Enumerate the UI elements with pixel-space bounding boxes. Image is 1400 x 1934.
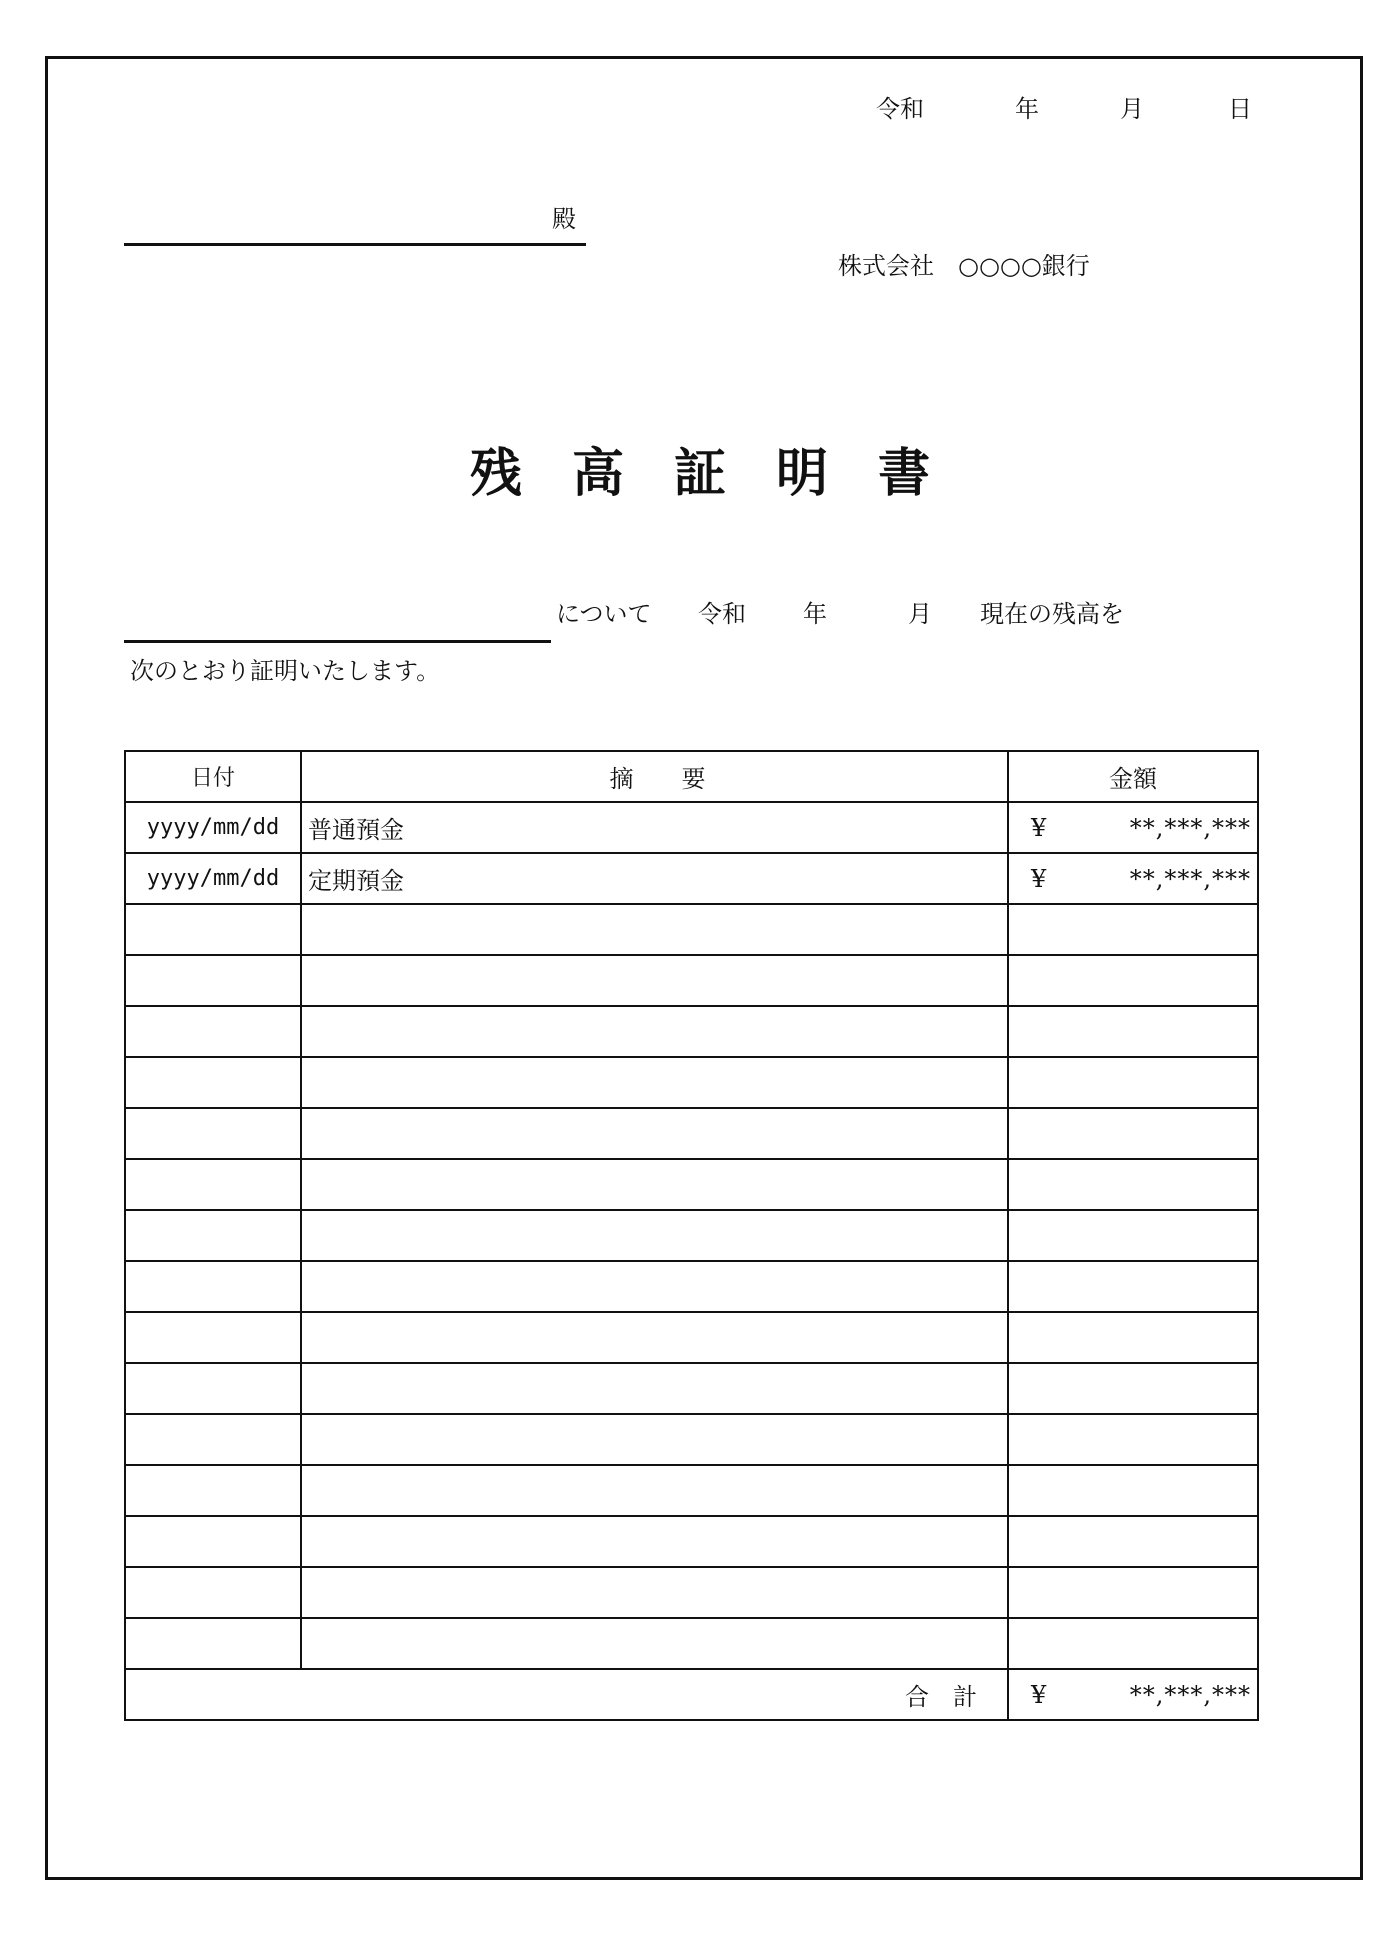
table-row [125,904,1258,955]
row-description [301,1261,1008,1312]
row-description [301,1006,1008,1057]
row-description [301,1159,1008,1210]
table-row [125,1261,1258,1312]
header-description: 摘 要 [301,751,1008,802]
row-amount-cell [1008,1414,1258,1465]
row-amount: **,***,*** [1129,813,1251,842]
row-amount-cell [1008,1465,1258,1516]
table-row [125,1159,1258,1210]
row-date [125,1465,301,1516]
row-amount-cell [1008,853,1258,904]
row-description [301,1618,1008,1669]
row-amount-cell [1008,1261,1258,1312]
table-row [125,802,1258,853]
row-amount-cell [1008,955,1258,1006]
table-row [125,1567,1258,1618]
row-date [125,1363,301,1414]
statement-line-2: 次のとおり証明いたします。 [130,657,441,685]
title-char: 高 [571,444,624,504]
table-row [125,1618,1258,1669]
statement-tail: 現在の残高を [980,600,1124,628]
row-description [301,1108,1008,1159]
row-date [125,1159,301,1210]
row-amount-cell [1008,1516,1258,1567]
title-char: 書 [878,444,931,504]
recipient-name-line [124,243,586,246]
title-char: 残 [469,444,522,504]
row-description [301,1312,1008,1363]
row-date: yyyy/mm/dd [125,802,301,853]
table-row [125,1108,1258,1159]
row-description [301,1210,1008,1261]
row-amount-cell [1008,1057,1258,1108]
row-description [301,1057,1008,1108]
row-date [125,1618,301,1669]
row-amount-cell [1008,1159,1258,1210]
row-amount-cell [1008,1006,1258,1057]
row-date [125,1516,301,1567]
row-description: 普通預金 [301,802,1008,853]
header-date: 日付 [125,751,301,802]
account-holder-line [124,640,551,643]
table-row [125,1414,1258,1465]
row-date [125,1312,301,1363]
row-date [125,1567,301,1618]
total-label: 合 計 [125,1669,1008,1720]
row-amount-cell [1008,1210,1258,1261]
header-amount: 金額 [1008,751,1258,802]
issue-date-month: 月 [1120,95,1144,123]
row-amount: **,***,*** [1129,864,1251,893]
row-date [125,1057,301,1108]
row-description [301,1567,1008,1618]
table-row [125,853,1258,904]
balance-table [124,750,1259,1721]
recipient-suffix: 殿 [552,205,576,233]
total-amount-cell [1008,1669,1258,1720]
row-description [301,904,1008,955]
row-amount-cell [1008,904,1258,955]
row-amount-cell [1008,1108,1258,1159]
total-row [125,1669,1258,1720]
statement-era: 令和 [698,600,746,628]
row-description: 定期預金 [301,853,1008,904]
row-amount-cell [1008,1567,1258,1618]
document-title [0,444,1400,504]
table-row [125,1210,1258,1261]
table-header-row [125,751,1258,802]
row-date [125,1210,301,1261]
table-row [125,1516,1258,1567]
table-body [125,802,1258,1669]
row-amount-cell [1008,1618,1258,1669]
row-amount-cell [1008,1363,1258,1414]
table-row [125,1312,1258,1363]
table-row [125,1006,1258,1057]
statement-about: について [556,600,652,628]
statement-month: 月 [908,600,932,628]
row-yen: ¥ [1031,813,1047,842]
row-date [125,1414,301,1465]
row-amount-cell [1008,802,1258,853]
table-row [125,955,1258,1006]
title-char: 明 [776,444,829,504]
title-char: 証 [673,444,726,504]
row-description [301,1465,1008,1516]
issuer-name: 株式会社 ○○○○銀行 [838,252,1090,280]
issue-date-year: 年 [1015,95,1039,123]
total-amount: **,***,*** [1129,1680,1251,1709]
issue-date-day: 日 [1228,95,1252,123]
table-row [125,1465,1258,1516]
row-date [125,1261,301,1312]
row-date: yyyy/mm/dd [125,853,301,904]
statement-year: 年 [803,600,827,628]
row-amount-cell [1008,1312,1258,1363]
row-description [301,955,1008,1006]
row-date [125,904,301,955]
statement-line-1 [0,600,1400,630]
row-description [301,1516,1008,1567]
table-row [125,1057,1258,1108]
row-date [125,1006,301,1057]
row-yen: ¥ [1031,864,1047,893]
issue-date-era: 令和 [876,95,924,123]
total-yen: ¥ [1031,1680,1047,1709]
table-row [125,1363,1258,1414]
row-date [125,955,301,1006]
row-description [301,1414,1008,1465]
row-date [125,1108,301,1159]
row-description [301,1363,1008,1414]
issue-date [0,95,1400,125]
